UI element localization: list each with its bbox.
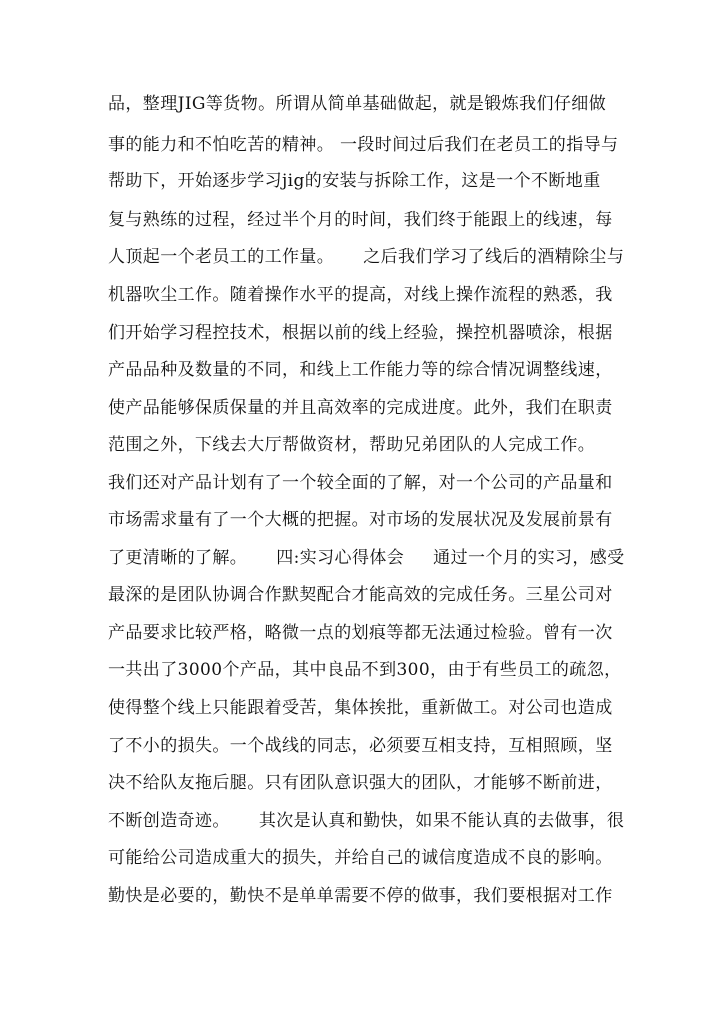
- text-line-5: 人顶起一个老员工的工作量。 之后我们学习了线后的酒精除尘与: [108, 247, 625, 267]
- text-line-16: 一共出了3000个产品，其中良品不到300，由于有些员工的疏忽，: [108, 660, 622, 680]
- text-line-7: 们开始学习程控技术，根据以前的线上经验，操控机器喷涂，根据: [108, 323, 613, 343]
- text-line-10: 范围之外，下线去大厅帮做资材，帮助兄弟团队的人完成工作。: [108, 435, 596, 455]
- text-line-2: 事的能力和不怕吃苦的精神。 一段时间过后我们在老员工的指导与: [108, 135, 619, 155]
- text-line-11: 我们还对产品计划有了一个较全面的了解，对一个公司的产品量和: [108, 473, 613, 493]
- text-line-9: 使产品能够保质保量的并且高效率的完成进度。此外，我们在职责: [108, 398, 613, 418]
- text-line-12: 市场需求量有了一个大概的把握。对市场的发展状况及发展前景有: [108, 510, 613, 530]
- text-line-15: 产品要求比较严格，略微一点的划痕等都无法通过检验。曾有一次: [108, 623, 613, 643]
- text-line-8: 产品品种及数量的不同，和线上工作能力等的综合情况调整线速，: [108, 360, 613, 380]
- text-line-6: 机器吹尘工作。随着操作水平的提高，对线上操作流程的熟悉，我: [108, 285, 613, 305]
- text-line-22: 勤快是必要的，勤快不是单单需要不停的做事，我们要根据对工作: [108, 886, 613, 906]
- text-line-1: 品，整理JIG等货物。所谓从简单基础做起，就是锻炼我们仔细做: [108, 94, 607, 114]
- text-line-18: 了不小的损失。一个战线的同志，必须要互相支持，互相照顾，坚: [108, 736, 613, 756]
- text-line-19: 决不给队友拖后腿。只有团队意识强大的团队，才能够不断前进，: [108, 773, 613, 793]
- text-line-3: 帮助下，开始逐步学习jig的安装与拆除工作，这是一个不断地重: [108, 171, 601, 191]
- text-line-20: 不断创造奇迹。 其次是认真和勤快，如果不能认真的去做事，很: [108, 811, 625, 831]
- text-line-13: 了更清晰的了解。 四:实习心得体会 通过一个月的实习，感受: [108, 548, 625, 568]
- text-line-17: 使得整个线上只能跟着受苦，集体挨批，重新做工。对公司也造成: [108, 698, 613, 718]
- text-line-21: 可能给公司造成重大的损失，并给自己的诚信度造成不良的影响。: [108, 848, 613, 868]
- text-line-14: 最深的是团队协调合作默契配合才能高效的完成任务。三星公司对: [108, 585, 613, 605]
- text-line-4: 复与熟练的过程，经过半个月的时间，我们终于能跟上的线速，每: [108, 210, 613, 230]
